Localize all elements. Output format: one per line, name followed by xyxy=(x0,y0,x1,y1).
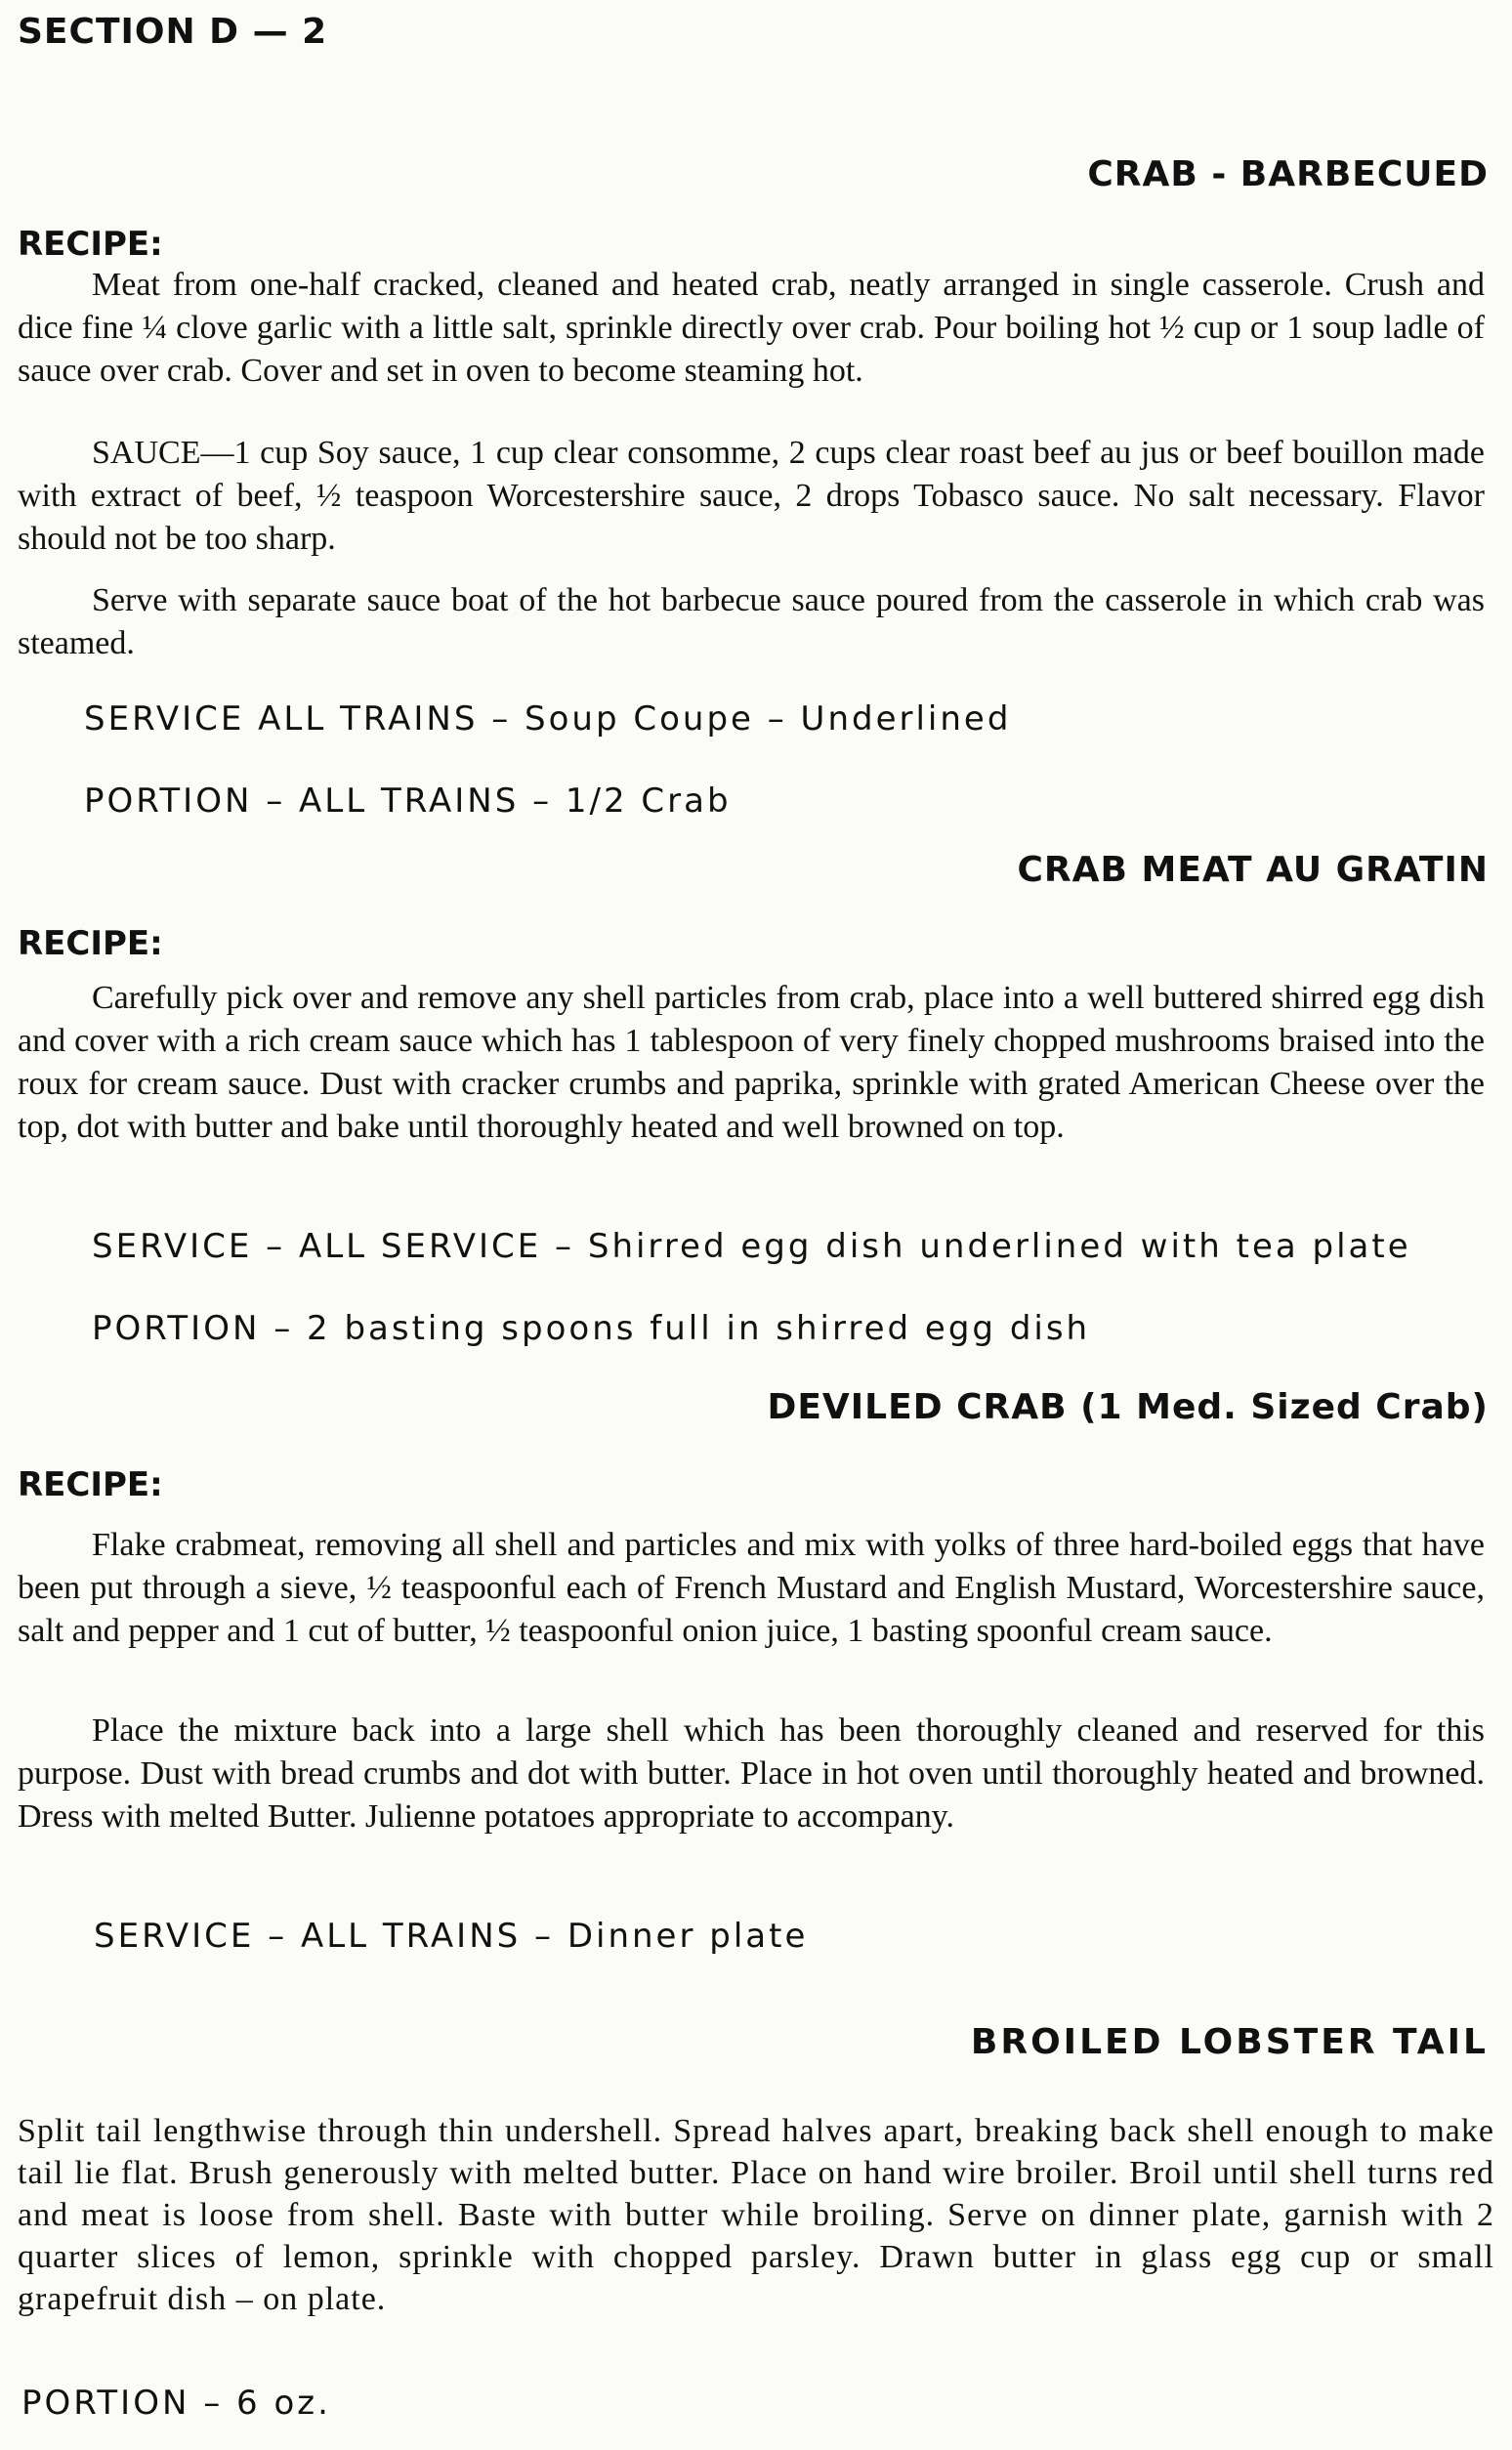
serving-paragraph: Serve with separate sauce boat of the hot barbecue sauce poured from the casserole in which crab was steamed. xyxy=(18,582,1485,661)
recipe-label: RECIPE: xyxy=(18,225,163,264)
portion-line: PORTION – ALL TRAINS – 1/2 Crab xyxy=(84,781,732,821)
service-line: SERVICE ALL TRAINS – Soup Coupe – Underlined xyxy=(84,699,1012,739)
sauce-paragraph: SAUCE—1 cup Soy sauce, 1 cup clear consomme, 2 cups clear roast beef au jus or beef bouillon made with extract of beef, ½ teaspoon Worcestershire sauce, 2 drops Tobasco sauce. No salt necessary. Flavor should not be too sharp. xyxy=(18,435,1485,557)
recipe-paragraph: Meat from one-half cracked, cleaned and heated crab, neatly arranged in single casserole. Crush and dice fine ¼ clove garlic with a little salt, sprinkle directly over crab. Pour boiling hot ½ cup or 1 soup ladle of sauce over crab. Cover and set in oven to become steaming hot. xyxy=(18,267,1485,389)
recipe-paragraph: Flake crabmeat, removing all shell and particles and mix with yolks of three hard-boiled eggs that have been put through a sieve, ½ teaspoonful each of French Mustard and English Mustard, Worcestershire sauce, salt and pepper and 1 cut of butter, ½ teaspoonful onion juice, 1 basting spoonful cream sauce. xyxy=(18,1527,1485,1649)
recipe-title-crab-barbecued: CRAB - BARBECUED xyxy=(1087,154,1489,194)
recipe-title-crab-au-gratin: CRAB MEAT AU GRATIN xyxy=(1017,850,1489,890)
section-header: SECTION D — 2 xyxy=(18,12,328,52)
recipe-title-deviled-crab: DEVILED CRAB (1 Med. Sized Crab) xyxy=(767,1387,1489,1427)
recipe-title-broiled-lobster-tail: BROILED LOBSTER TAIL xyxy=(970,2022,1489,2062)
recipe-label: RECIPE: xyxy=(18,924,163,963)
recipe-paragraph: Carefully pick over and remove any shell particles from crab, place into a well buttered shirred egg dish and cover with a rich cream sauce which has 1 tablespoon of very finely chopped mushrooms braised into the roux for cream sauce. Dust with cracker crumbs and paprika, sprinkle with grated American Cheese over the top, dot with butter and bake until thoroughly heated and well browned on top. xyxy=(18,980,1485,1145)
recipe-paragraph: Split tail lengthwise through thin undershell. Spread halves apart, breaking back shell enough to make tail lie flat. Brush generously with melted butter. Place on hand wire broiler. Broil until shell turns red and meat is loose from shell. Baste with butter while broiling. Serve on dinner plate, garnish with 2 quarter slices of lemon, sprinkle with chopped parsley. Drawn butter in glass egg cup or small grapefruit dish – on plate. xyxy=(18,2113,1494,2317)
service-line: SERVICE – ALL SERVICE – Shirred egg dish underlined with tea plate xyxy=(92,1227,1411,1266)
recipe-paragraph: Place the mixture back into a large shell which has been thoroughly cleaned and reserved for this purpose. Dust with bread crumbs and dot with butter. Place in hot oven until thoroughly heated and browned. Dress with melted Butter. Julienne potatoes appropriate to accompany. xyxy=(18,1712,1485,1835)
recipe-label: RECIPE: xyxy=(18,1465,163,1504)
portion-line: PORTION – 2 basting spoons full in shirred egg dish xyxy=(92,1309,1091,1348)
portion-line: PORTION – 6 oz. xyxy=(21,2384,331,2423)
service-line: SERVICE – ALL TRAINS – Dinner plate xyxy=(94,1917,809,1956)
